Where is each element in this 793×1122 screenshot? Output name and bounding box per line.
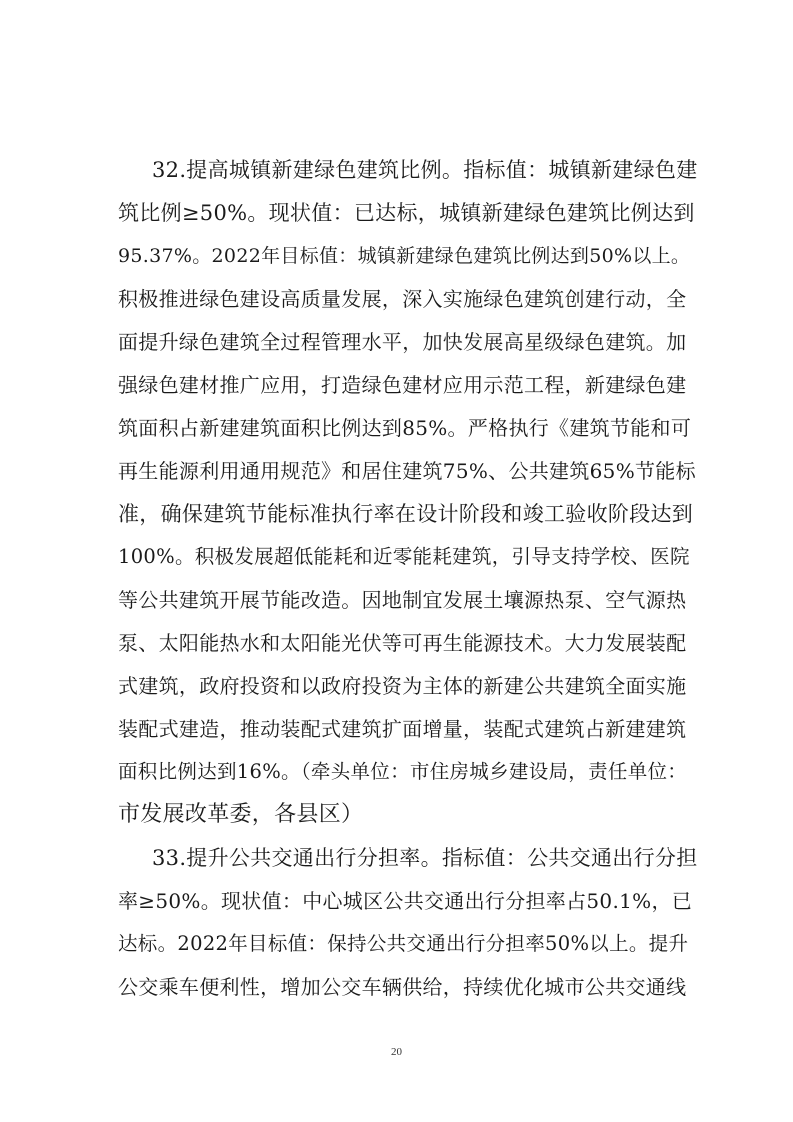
text-line: 95.37%。2022年目标值：城镇新建绿色建筑比例达到50%以上。 bbox=[118, 245, 691, 267]
page-number: 20 bbox=[391, 1046, 402, 1058]
text-line: 公交乘车便利性，增加公交车辆供给，持续优化城市公共交通线 bbox=[118, 975, 687, 999]
paragraph-33-heading-line: 33.提升公共交通出行分担率。指标值：公共交通出行分担 bbox=[152, 846, 698, 870]
text-line: 筑比例≥50%。现状值：已达标，城镇新建绿色建筑比例达到 bbox=[118, 201, 695, 225]
text-line: 装配式建造，推动装配式建筑扩面增量，装配式建筑占新建建筑 bbox=[118, 717, 687, 741]
text-line: 率≥50%。现状值：中心城区公共交通出行分担率占50.1%，已 bbox=[118, 889, 693, 913]
text-line: 筑面积占新建建筑面积比例达到85%。严格执行《建筑节能和可 bbox=[118, 416, 692, 440]
text-line: 面提升绿色建筑全过程管理水平，加快发展高星级绿色建筑。加 bbox=[118, 330, 687, 354]
text-line: 强绿色建材推广应用，打造绿色建材应用示范工程，新建绿色建 bbox=[118, 373, 687, 397]
text-line: 式建筑，政府投资和以政府投资为主体的新建公共建筑全面实施 bbox=[118, 674, 687, 698]
text-line: 市发展改革委，各县区） bbox=[118, 802, 364, 827]
text-line: 达标。2022年目标值：保持公共交通出行分担率50%以上。提升 bbox=[118, 932, 689, 955]
text-line: 泵、太阳能热水和太阳能光伏等可再生能源技术。大力发展装配 bbox=[118, 631, 687, 655]
text-line: 再生能源利用通用规范》和居住建筑75%、公共建筑65%节能标 bbox=[118, 459, 696, 483]
paragraph-32-heading-line: 32.提高城镇新建绿色建筑比例。指标值：城镇新建绿色建 bbox=[152, 158, 698, 182]
text-line: 准，确保建筑节能标准执行率在设计阶段和竣工验收阶段达到 bbox=[118, 502, 694, 526]
text-line: 面积比例达到16%。（牵头单位：市住房城乡建设局，责任单位： bbox=[118, 760, 688, 783]
text-line: 等公共建筑开展节能改造。因地制宜发展土壤源热泵、空气源热 bbox=[118, 588, 687, 612]
text-line: 100%。积极发展超低能耗和近零能耗建筑，引导支持学校、医院 bbox=[118, 545, 690, 568]
text-line: 积极推进绿色建设高质量发展，深入实施绿色建筑创建行动，全 bbox=[118, 287, 687, 311]
